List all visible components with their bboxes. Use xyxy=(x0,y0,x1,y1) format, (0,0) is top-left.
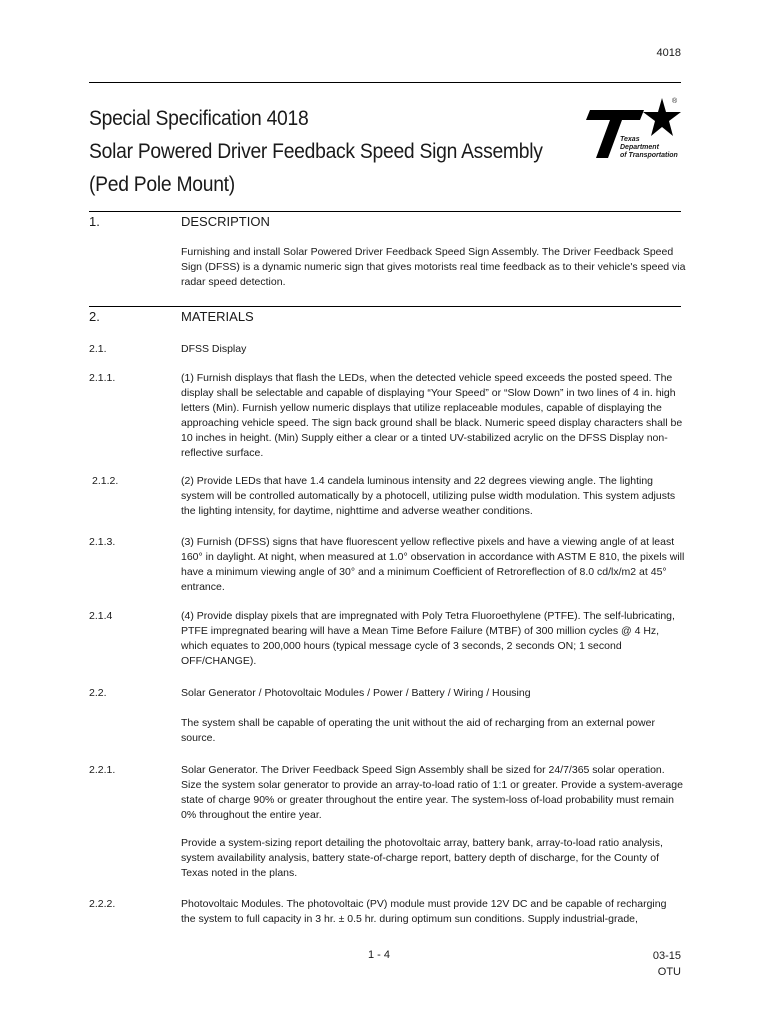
text-line: source. xyxy=(181,732,216,744)
page-title xyxy=(89,102,543,201)
text-line: system availability analysis, battery state-of-charge report, battery depth of discharge, for the County of xyxy=(181,852,659,864)
text-line: OFF/CHANGE). xyxy=(181,655,257,667)
header-page-code: 4018 xyxy=(656,47,681,59)
clause-2-1-2-text xyxy=(181,474,681,519)
text-line: Furnishing and install Solar Powered Driver Feedback Speed Sign Assembly. The Driver Feedback Speed xyxy=(181,246,674,258)
section-1-label: DESCRIPTION xyxy=(181,214,270,229)
clause-2-2-number: 2.2. xyxy=(89,687,107,699)
text-line: The system shall be capable of operating the unit without the aid of recharging from an external power xyxy=(181,717,655,729)
text-line: the system to full capacity in 3 hr. ± 0.5 hr. during optimum sun conditions. Supply industrial-grade, xyxy=(181,913,638,925)
text-line: system will be controlled automatically by a photocell, utilizing pulse width modulation. This system adjusts xyxy=(181,490,676,502)
text-line: 160° in daylight. At night, when measured at 1.0° observation in accordance with ASTM E 810, the pixels will xyxy=(181,551,685,563)
clause-2-2-paragraph xyxy=(181,716,681,746)
section-2-label: MATERIALS xyxy=(181,309,254,324)
logo-line-1: Texas xyxy=(620,136,640,143)
logo-wordmark xyxy=(620,136,678,160)
text-line: reflective surface. xyxy=(181,447,264,459)
footer-date: 03-15 xyxy=(652,950,681,962)
clause-2-1-4-number: 2.1.4 xyxy=(89,610,113,622)
clause-2-2-2-number: 2.2.2. xyxy=(89,898,116,910)
text-line: radar speed detection. xyxy=(181,276,286,288)
text-line: which equates to 200,000 hours (typical message cycle of 3 seconds, 2 seconds ON; 1 second xyxy=(181,640,622,652)
section-2-number: 2. xyxy=(89,309,100,324)
clause-2-2-2-text xyxy=(181,897,681,927)
title-line-2: Solar Powered Driver Feedback Speed Sign Assembly xyxy=(89,140,543,163)
text-line: (4) Provide display pixels that are impregnated with Poly Tetra Fluoroethylene (PTFE). The self-lubricating, xyxy=(181,610,675,622)
footer-page-number: 1 - 4 xyxy=(368,949,391,961)
logo-line-2: Department xyxy=(620,144,659,151)
text-line: have a minimum viewing angle of 30° and a minimum Coefficient of Retroreflection of 8.0 cd/lx/m2 at 45° xyxy=(181,566,667,578)
clause-2-1-heading: DFSS Display xyxy=(181,343,247,355)
text-line: Provide a system-sizing report detailing the photovoltaic array, battery bank, array-to-load ratio analysis, xyxy=(181,837,663,849)
text-line: Texas noted in the plans. xyxy=(181,867,298,879)
text-line: letters (Min). Furnish yellow numeric displays that utilize replaceable modules, capable of displaying the xyxy=(181,402,662,414)
text-line: Size the system solar generator to provide an array-to-load ratio of 1:1 or greater. Provide a system-average xyxy=(181,779,683,791)
clause-2-2-1-paragraph xyxy=(181,836,681,881)
text-line: 0% throughout the entire year. xyxy=(181,809,322,821)
clause-2-1-number: 2.1. xyxy=(89,343,107,355)
title-line-3: (Ped Pole Mount) xyxy=(89,173,235,196)
text-line: the lighting intensity, for daytime, nighttime and adverse weather conditions. xyxy=(181,505,533,517)
clause-2-1-4-text xyxy=(181,609,681,669)
clause-2-1-3-text xyxy=(181,535,685,595)
clause-2-1-3-number: 2.1.3. xyxy=(89,536,116,548)
logo-line-3: of Transportation xyxy=(620,152,678,159)
text-line: entrance. xyxy=(181,581,225,593)
header-rule xyxy=(89,82,681,83)
text-line: 10 inches in height. (Min) Supply either a clear or a tinted UV-stabilized acrylic on the DFSS Display non- xyxy=(181,432,668,444)
section-2-rule xyxy=(89,306,681,307)
text-line: Sign (DFSS) is a dynamic numeric sign that gives motorists real time feedback as to their vehicle's speed via xyxy=(181,261,686,273)
clause-2-1-1-text xyxy=(181,371,681,461)
text-line: (1) Furnish displays that flash the LEDs, when the detected vehicle speed exceeds the posted speed. The xyxy=(181,372,673,384)
clause-2-2-1-number: 2.2.1. xyxy=(89,764,116,776)
text-line: state of charge 90% or greater throughout the entire year. The system-loss of-load probability must remain xyxy=(181,794,674,806)
clause-2-1-2-number: 2.1.2. xyxy=(92,475,119,487)
clause-2-2-heading: Solar Generator / Photovoltaic Modules / Power / Battery / Wiring / Housing xyxy=(181,687,531,699)
section-1-paragraph xyxy=(181,245,686,290)
clause-2-1-1-number: 2.1.1. xyxy=(89,372,116,384)
text-line: approaching vehicle speed. The sign back ground shall be black. Numeric speed display characters shall be xyxy=(181,417,683,429)
text-line: Photovoltaic Modules. The photovoltaic (PV) module must provide 12V DC and be capable of recharging xyxy=(181,898,667,910)
section-1-rule xyxy=(89,211,681,212)
footer-date-office xyxy=(653,948,681,980)
clause-2-2-1-text xyxy=(181,763,681,823)
section-1-number: 1. xyxy=(89,214,100,229)
title-line-1: Special Specification 4018 xyxy=(89,107,309,130)
text-line: Solar Generator. The Driver Feedback Speed Sign Assembly shall be sized for 24/7/365 solar operation. xyxy=(181,764,665,776)
text-line: display shall be selectable and capable of displaying “Your Speed” or “Slow Down” in two lines of 4 in. high xyxy=(181,387,676,399)
footer-office: OTU xyxy=(657,966,681,978)
registered-mark: ® xyxy=(672,98,678,105)
text-line: PTFE impregnated bearing will have a Mean Time Before Failure (MTBF) of 300 million cycles @ 4 Hz, xyxy=(181,625,660,637)
text-line: (2) Provide LEDs that have 1.4 candela luminous intensity and 22 degrees viewing angle. The lighting xyxy=(181,475,654,487)
text-line: (3) Furnish (DFSS) signs that have fluorescent yellow reflective pixels and have a viewing angle of at least xyxy=(181,536,675,548)
